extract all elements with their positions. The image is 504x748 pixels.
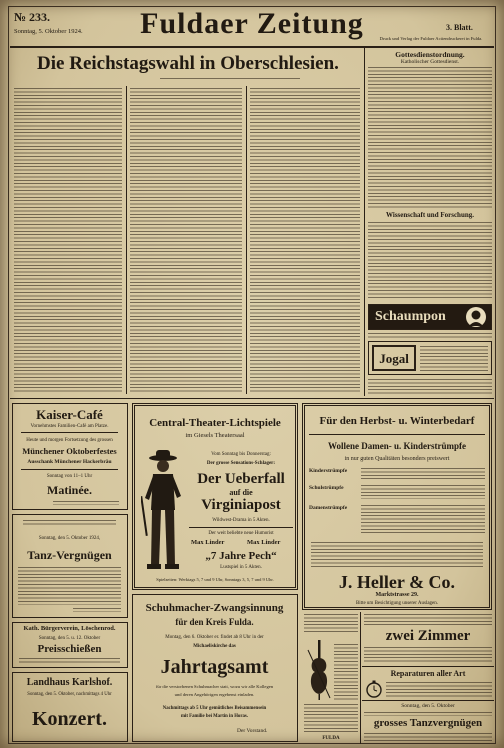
ads-separator <box>10 398 494 399</box>
article-column-2 <box>130 88 242 394</box>
article-column-3 <box>250 88 360 394</box>
lead-headline: Die Reichstagswahl in Oberschlesien. <box>37 53 339 74</box>
masthead-title: Fuldaer Zeitung <box>140 7 364 40</box>
buergerverein-event: Preisschießen <box>37 643 102 655</box>
theatre-title: Central-Theater-Lichtspiele <box>149 417 281 429</box>
kaiser-cafe-tagline: Vornehmstes Familien-Café am Platze. <box>30 424 109 429</box>
karlshof-title: Landhaus Karlshof. <box>26 677 113 688</box>
divider <box>362 666 494 667</box>
heller-company: J. Heller & Co. <box>338 572 456 592</box>
dance-ad-text <box>364 712 492 716</box>
comedian-intro: Der weit beliebte neue Humorist <box>208 531 274 536</box>
right-column-notice <box>368 379 492 395</box>
buergerverein-text <box>19 658 120 663</box>
issue-date: Sonntag, 5. Oktober 1924. <box>14 28 83 35</box>
worship-heading: Gottesdienstordnung. <box>395 50 465 59</box>
buergerverein-date: Sonntag, den 5. u. 12. Oktober <box>38 636 101 641</box>
heller-item2-prices <box>361 485 485 499</box>
column-rule <box>246 86 247 394</box>
column-rule <box>364 48 365 396</box>
karlshof-date: Sonntag, den 5. Oktober, nachmittags 4 Uhr <box>27 692 112 697</box>
violin-ad-text <box>304 704 358 732</box>
rooms-ad-text <box>364 647 492 664</box>
tavern-signature <box>73 608 121 612</box>
kaiser-cafe-title: Kaiser-Café <box>36 407 103 422</box>
pocket-watch-icon <box>366 680 382 698</box>
comedian-name-left: Max Linder <box>191 539 225 546</box>
heller-claim: in nur guten Qualitäten besonders preiswert <box>344 456 450 462</box>
schaumpon-text <box>368 333 492 338</box>
kitchen-ad-text <box>304 614 358 634</box>
divider <box>21 432 118 433</box>
karlshof-ad <box>12 672 128 742</box>
film-title-line2: auf die <box>229 488 253 497</box>
tavern-date: Sonntag, den 5. Oktober 1924, <box>38 536 101 541</box>
repairs-ad-title: Reparaturen aller Art <box>390 669 466 678</box>
theatre-tagline: Der grosse Sensations-Schlager: <box>206 461 276 466</box>
comedy-genre: Lustspiel in 5 Akten. <box>220 565 262 570</box>
karlshof-event: Konzert. <box>32 708 107 730</box>
shoemakers-line5: Nachmittags ab 5 Uhr gemütliches Beisammensein <box>162 706 267 711</box>
repairs-ad-text <box>386 682 492 697</box>
kaiser-cafe-signature <box>53 501 119 505</box>
shoemakers-signature: Der Vorstand. <box>237 728 268 734</box>
schaumpon-ad <box>368 304 492 330</box>
theatre-ad <box>132 403 298 590</box>
film-title-line1: Der Ueberfall <box>197 471 285 487</box>
schaumpon-head-icon <box>465 306 487 328</box>
shoemakers-line6: mit Familie bei Martin in Horas. <box>181 714 248 719</box>
rooms-ad-text <box>364 614 492 626</box>
kaiser-cafe-matinee: Matinée. <box>47 483 92 497</box>
heller-item3-prices <box>361 505 485 535</box>
shoemakers-line3: für die verstorbenen Schuhmacher statt, wozu wir alle Kollegen <box>155 684 274 689</box>
shoemakers-line2: Michaeliskirche das <box>193 644 236 649</box>
shoemakers-event: Jahrtagsamt <box>160 656 269 678</box>
dance-ad-title: grosses Tanzvergnügen <box>373 717 483 729</box>
sheet-number: 3. Blatt. <box>446 23 473 32</box>
publisher-line: Druck und Verlag der Fuldaer Actiendruckerei in Fulda. <box>379 36 483 41</box>
jogal-ad <box>368 341 492 375</box>
theatre-run: Vom Sonntag bis Donnerstag: <box>211 452 271 457</box>
jogal-text <box>420 346 488 371</box>
heller-item1-prices <box>361 468 485 480</box>
comedian-name-right: Max Linder <box>247 539 281 546</box>
heller-item1: Kinderstrümpfe <box>309 468 348 474</box>
buergerverein-ad <box>12 622 128 668</box>
issue-number: № 233. <box>14 10 51 24</box>
rooms-ad-title: zwei Zimmer <box>385 628 471 644</box>
dance-ad-date: Sonntag, den 5. Oktober <box>401 703 455 709</box>
heller-assortment-text <box>311 542 483 568</box>
kaiser-cafe-ad <box>12 403 128 510</box>
heller-title: Für den Herbst- u. Winterbedarf <box>319 415 475 427</box>
byline <box>160 78 300 81</box>
comedy-title: „7 Jahre Pech“ <box>205 550 277 562</box>
worship-text <box>368 67 492 208</box>
theatre-venue: im Giesels Theatersaal <box>185 432 245 439</box>
film-genre: Wildwest-Drama in 5 Akten. <box>212 518 270 523</box>
worship-subheading: Katholischer Gottesdienst. <box>400 59 460 65</box>
heller-product: Wollene Damen- u. Kinderstrümpfe <box>328 441 466 451</box>
dance-ad-text <box>364 733 492 741</box>
shoemakers-line1: Montag, den 6. Oktober er. findet ab 8 Uhr in der <box>165 635 264 640</box>
column-rule <box>126 86 127 394</box>
divider <box>21 469 118 470</box>
tavern-ad <box>12 514 128 618</box>
violin-ad-town: FULDA <box>322 736 340 741</box>
shoemakers-title: Schuhmacher-Zwangsinnung <box>145 602 284 614</box>
jogal-logo-box <box>372 345 416 371</box>
shoemakers-ad <box>132 594 298 742</box>
divider <box>309 434 485 435</box>
shoemakers-subtitle: für den Kreis Fulda. <box>175 617 254 627</box>
buergerverein-title: Kath. Bürgerverein, Löschenrod. <box>23 625 116 632</box>
jogal-brand: Jogal <box>379 351 409 366</box>
heller-ad <box>302 403 492 610</box>
heller-address: Marktstrasse 29. <box>375 592 419 598</box>
article-column-1 <box>14 88 122 394</box>
masthead-rule <box>10 46 494 48</box>
divider <box>362 700 494 701</box>
violin-ad-text <box>334 644 358 700</box>
heller-item3: Damenstrümpfe <box>309 505 348 511</box>
column-rule <box>360 612 361 744</box>
science-text <box>368 222 492 300</box>
tavern-text <box>18 567 121 605</box>
kaiser-cafe-beer: Ausschank Münchener Hackerbräu <box>27 459 112 465</box>
tavern-event: Tanz-Vergnügen <box>27 548 112 562</box>
schaumpon-brand: Schaumpon <box>375 309 446 324</box>
heller-item2: Schulstrümpfe <box>309 485 344 491</box>
film-title-line3: Virginiapost <box>201 497 281 513</box>
science-heading: Wissenschaft und Forschung. <box>386 211 474 219</box>
theatre-showtimes: Spielzeiten: Werktags 5, 7 und 9 Uhr, Sonntags 3, 5, 7 und 9 Uhr. <box>156 577 274 582</box>
kaiser-cafe-time: Sonntag von 11–1 Uhr <box>46 474 93 479</box>
heller-footer: Bitte um Besichtigung unserer Auslagen. <box>355 601 439 606</box>
kaiser-cafe-event: Münchener Oktoberfestes <box>22 446 117 456</box>
shoemakers-line4: und deren Angehörigen ergebenst einladen. <box>174 692 255 697</box>
divider <box>189 527 293 528</box>
tavern-title <box>23 520 116 527</box>
kaiser-cafe-intro: Heute und morgen Fortsetzung des grossen <box>26 438 113 443</box>
cowboy-illustration-icon <box>141 448 185 576</box>
violin-icon <box>306 640 332 702</box>
